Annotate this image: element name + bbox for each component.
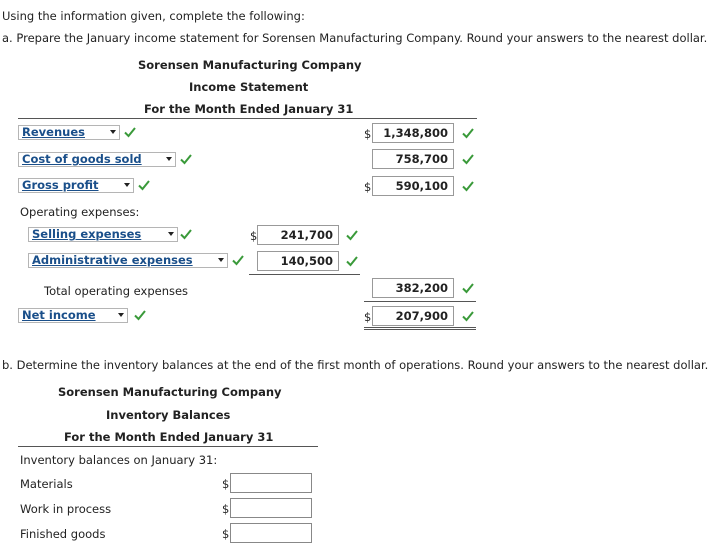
part-a-statement-title: Income Statement <box>189 80 309 94</box>
wip-input[interactable] <box>230 498 312 518</box>
chevron-down-icon <box>110 130 116 134</box>
part-b-prompt: b. Determine the inventory balances at the end of the first month of operations. Round your answers to the nearest dollar. <box>2 358 709 372</box>
total-opex-input[interactable]: 382,200 <box>372 278 454 298</box>
net-income-input[interactable]: 207,900 <box>372 306 454 326</box>
materials-input[interactable] <box>230 473 312 493</box>
revenues-select-label: Revenues <box>22 125 85 139</box>
selling-expenses-select[interactable] <box>28 227 178 242</box>
part-b-header-rule <box>18 446 318 447</box>
cogs-select[interactable] <box>18 152 176 167</box>
chevron-down-icon <box>124 183 130 187</box>
finished-goods-label: Finished goods <box>20 527 106 541</box>
part-b-company-name: Sorensen Manufacturing Company <box>58 385 282 399</box>
chevron-down-icon <box>168 232 174 236</box>
total-opex-label: Total operating expenses <box>44 284 189 298</box>
wip-label: Work in process <box>20 502 112 516</box>
instructions-text: Using the information given, complete the following: <box>2 9 305 23</box>
check-icon <box>138 179 150 191</box>
net-income-double-rule-bottom <box>364 329 476 330</box>
currency-symbol: $ <box>364 180 372 194</box>
check-icon <box>346 229 358 241</box>
currency-symbol: $ <box>364 127 372 141</box>
check-icon <box>462 153 474 165</box>
inventory-balances-header: Inventory balances on January 31: <box>20 453 218 467</box>
currency-symbol: $ <box>222 502 230 516</box>
cogs-input[interactable]: 758,700 <box>372 149 454 169</box>
selling-expenses-select-label: Selling expenses <box>32 227 142 241</box>
chevron-down-icon <box>166 157 172 161</box>
check-icon <box>232 254 244 266</box>
check-icon <box>346 255 358 267</box>
part-b-period: For the Month Ended January 31 <box>64 430 274 444</box>
admin-expenses-input[interactable]: 140,500 <box>257 251 339 271</box>
check-icon <box>180 153 192 165</box>
check-icon <box>462 310 474 322</box>
check-icon <box>462 127 474 139</box>
check-icon <box>134 309 146 321</box>
part-b-statement-title: Inventory Balances <box>106 408 231 422</box>
part-a-company-name: Sorensen Manufacturing Company <box>138 58 362 72</box>
net-income-select-label: Net income <box>22 308 96 322</box>
gross-profit-input[interactable]: 590,100 <box>372 176 454 196</box>
part-a-header-rule <box>18 118 477 119</box>
net-income-select[interactable] <box>18 308 128 323</box>
chevron-down-icon <box>218 258 224 262</box>
selling-expenses-input[interactable]: 241,700 <box>257 225 339 245</box>
gross-profit-select-label: Gross profit <box>22 178 99 192</box>
net-income-double-rule-top <box>364 327 476 328</box>
check-icon <box>462 282 474 294</box>
total-rule <box>364 301 476 302</box>
cogs-select-label: Cost of goods sold <box>22 152 142 166</box>
materials-label: Materials <box>20 477 73 491</box>
part-a-prompt: a. Prepare the January income statement for Sorensen Manufacturing Company. Round your answers to the nearest dollar. <box>2 31 708 45</box>
part-a-period: For the Month Ended January 31 <box>144 102 354 116</box>
check-icon <box>180 228 192 240</box>
check-icon <box>462 180 474 192</box>
currency-symbol: $ <box>222 527 230 541</box>
chevron-down-icon <box>118 313 124 317</box>
currency-symbol: $ <box>222 477 230 491</box>
check-icon <box>124 126 136 138</box>
admin-expenses-select[interactable] <box>28 253 228 268</box>
opex-header: Operating expenses: <box>20 205 140 219</box>
currency-symbol: $ <box>250 229 258 243</box>
revenues-input[interactable]: 1,348,800 <box>372 123 454 143</box>
currency-symbol: $ <box>364 310 372 324</box>
gross-profit-select[interactable] <box>18 178 134 193</box>
admin-expenses-select-label: Administrative expenses <box>32 253 193 267</box>
revenues-select[interactable] <box>18 125 120 140</box>
subtotal-rule <box>249 274 360 275</box>
finished-goods-input[interactable] <box>230 523 312 543</box>
